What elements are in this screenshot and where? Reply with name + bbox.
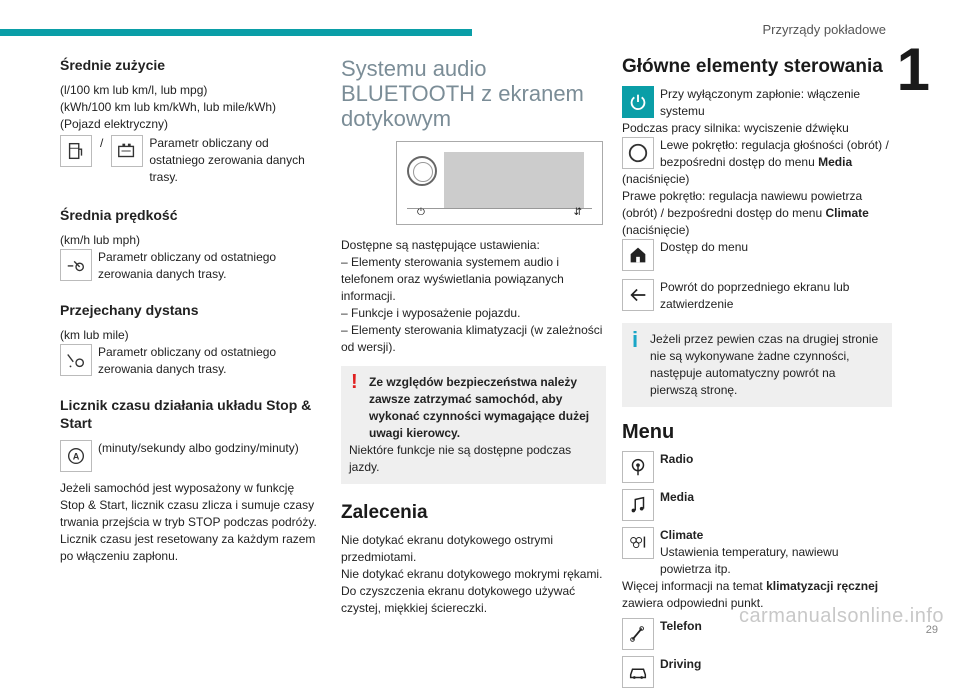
recommendation: Nie dotykać ekranu dotykowego mokrymi rękami. [341,567,603,581]
warning-icon: ! [351,371,358,393]
warning-box [341,366,606,484]
car-icon [622,656,654,688]
fuel-pump-icon [60,135,92,167]
radio-icon [622,451,654,483]
info-text: Jeżeli przez pewien czas na drugiej stronie nie są wykonywane żadne czynności, następuje automatyczny powrót na pierwszą stronę. [650,332,879,397]
home-desc: Dostęp do menu [660,240,749,254]
watermark: carmanualsonline.info [738,605,944,627]
climate-desc: Ustawienia temperatury, nawiewu powietrza itp. [660,545,839,576]
menu-driving: Driving [660,657,702,671]
left-knob-desc: Lewe pokrętło: regulacja głośności (obrót) / bezpośredni dostęp do menu Media [660,138,889,169]
menu-media: Media [660,490,695,504]
distance-icon [60,344,92,376]
avg-consumption-title: Średnie zużycie [60,57,166,73]
info-icon: i [632,327,639,352]
back-arrow-icon [622,279,654,311]
usb-icon: ⇵ [573,207,582,218]
power-desc-2: Podczas pracy silnika: wyciszenie dźwięku [622,121,849,135]
back-desc: Powrót do poprzedniego ekranu lub zatwierdzenie [660,280,850,311]
recommendation: Nie dotykać ekranu dotykowego ostrymi przedmiotami. [341,533,554,564]
audio-device-illustration [396,141,603,225]
right-knob-desc: Prawe pokrętło: regulacja nawiewu powietrza (obrót) / bezpośredni dostęp do menu Climate (naciśnięcie) [622,189,869,237]
settings-item: – Funkcje i wyposażenie pojazdu. [341,306,521,320]
audio-title: Systemu audio BLUETOOTH z ekranem dotykowym [341,56,584,131]
avg-consumption-desc: Parametr obliczany od ostatniego zerowania danych trasy. [149,136,305,184]
svg-text:A: A [72,451,80,462]
chapter-number: 1 [896,36,930,103]
climate-more: Więcej informacji na temat klimatyzacji ręcznej zawiera odpowiedni punkt. [622,579,879,610]
stop-start-units: (minuty/sekundy albo godziny/minuty) [98,441,299,455]
distance-units: (km lub mile) [60,328,129,342]
climate-icon [622,527,654,559]
volume-knob [407,156,437,186]
avg-consumption-units: (l/100 km lub km/l, lub mpg) (kWh/100 km lub km/kWh, lub mile/kWh) (Pojazd elektryczny) [60,83,277,131]
header-bar [0,29,472,36]
avg-speed-units: (km/h lub mph) [60,233,141,247]
warning-bold: Ze względów bezpieczeństwa należy zawsze zatrzymać samochód, aby wykonać czynności wymagające dużej uwagi kierowcy. [369,375,590,440]
left-knob-desc-2: (naciśnięcie) [622,172,690,186]
avg-speed-title: Średnia prędkość [60,207,178,223]
stop-start-p2: Licznik czasu jest resetowany za każdym razem po włączeniu zapłonu. [60,532,316,563]
phone-icon [622,618,654,650]
recommendation: Do czyszczenia ekranu dotykowego używać czystej, miękkiej ściereczki. [341,584,576,615]
knob-icon [622,137,654,169]
menu-radio: Radio [660,452,694,466]
stop-start-p1: Jeżeli samochód jest wyposażony w funkcję Stop & Start, licznik czasu zlicza i sumuje czasy trwania przejścia w tryb STOP podczas podróży. [60,481,317,529]
column-3 [622,56,892,688]
speed-icon [60,249,92,281]
info-box [622,323,892,407]
page-number: 29 [925,624,938,636]
column-1: Średnie zużycie (l/100 km lub km/l, lub mpg) (kWh/100 km lub km/kWh, lub mile/kWh) (Pojazd elektryczny) / Parametr obliczany od ostatniego zerowania danych trasy. Średnia prędkość (km/h lub mph) Parametr obliczany od ostatniego zerowania danych trasy. Przejechany dystans (km lub mile) Parametr obliczany od ostatniego zerowania danych trasy. Licznik czasu działania układu Stop & Start A (minuty/sekundy albo godziny/minuty) Jeżeli samochód jest wyposażony w funkcję Stop & Start, licznik czasu zlicza i sumuje czasy trwania przejścia w tryb STOP podczas podróży. Licznik czasu jest resetowany za każdym razem po włączeniu zapłonu. [60,56,320,565]
distance-title: Przejechany dystans [60,302,199,318]
section-title: Przyrządy pokładowe [762,22,886,37]
stop-start-title: Licznik czasu działania układu Stop & Start [60,397,312,431]
settings-intro: Dostępne są następujące ustawienia: [341,238,540,252]
battery-icon [111,135,143,167]
power-desc: Przy wyłączonym zapłonie: włączenie systemu [660,87,861,118]
menu-title: Menu [622,421,675,443]
settings-item: – Elementy sterowania systemem audio i telefonem oraz wyświetlania powiązanych informacji. [341,255,564,303]
power-icon: ⏻ [417,207,425,218]
main-controls-title: Główne elementy sterowania [622,56,883,77]
recommendations-title: Zalecenia [341,502,428,523]
menu-telefon: Telefon [660,619,702,633]
touchscreen [444,152,584,208]
home-icon [622,239,654,271]
warning-text: Niektóre funkcje nie są dostępne podczas jazdy. [349,443,572,474]
distance-desc: Parametr obliczany od ostatniego zerowania danych trasy. [98,345,277,376]
menu-climate: Climate [660,528,704,542]
settings-item: – Elementy sterowania klimatyzacji (w zależności od wersji). [341,323,603,354]
column-2 [341,56,606,617]
stop-start-icon [60,440,92,472]
avg-speed-desc: Parametr obliczany od ostatniego zerowania danych trasy. [98,250,277,281]
power-button-icon [622,86,654,118]
music-note-icon [622,489,654,521]
